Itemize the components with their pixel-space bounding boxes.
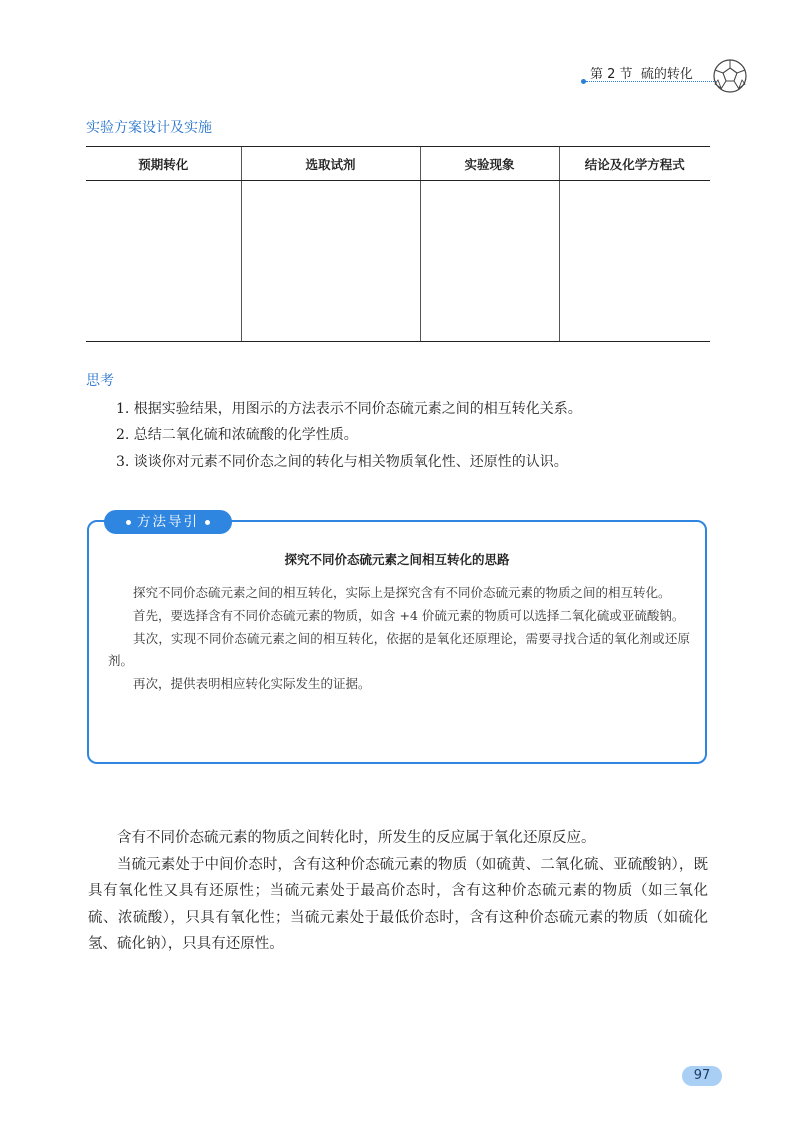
thinking-question: 3. 谈谈你对元素不同价态之间的转化与相关物质氧化性、还原性的认识。 <box>116 454 568 470</box>
method-guide-paragraph: 首先，要选择含有不同价态硫元素的物质，如含 +4 价硫元素的物质可以选择二氧化硫或亚硫酸钠。 <box>133 607 685 623</box>
body-paragraph: 当硫元素处于中间价态时，含有这种价态硫元素的物质（如硫黄、二氧化硫、亚硫酸钠），既具有氧化性又具有还原性；当硫元素处于最高价态时，含有这种价态硫元素的物质（如三氧化硫、浓硫酸），只具有氧化性；当硫元素处于最低价态时，含有这种价态硫元素的物质（如硫化氢、硫化钠），只具有还原性。 <box>88 856 708 952</box>
fullerene-icon <box>712 58 748 94</box>
method-guide-tab <box>104 510 232 534</box>
table-cell-blank <box>420 181 559 342</box>
column-header-conclusion: 结论及化学方程式 <box>559 147 710 181</box>
header-dotted-rule <box>586 81 716 82</box>
table-cell-blank <box>86 181 241 342</box>
method-guide-body <box>108 582 690 696</box>
method-guide-paragraph: 其次，实现不同价态硫元素之间的相互转化，依据的是氧化还原理论，需要寻找合适的氧化剂或还原剂。 <box>108 630 690 669</box>
table-header-row <box>86 147 710 181</box>
method-guide-paragraph: 探究不同价态硫元素之间的相互转化，实际上是探究含有不同价态硫元素的物质之间的相互转化。 <box>133 585 671 600</box>
header-section: 第 2 节 <box>590 67 633 82</box>
table-row <box>86 181 710 342</box>
column-header-phenomena: 实验现象 <box>420 147 559 181</box>
body-paragraph: 含有不同价态硫元素的物质之间转化时，所发生的反应属于氧化还原反应。 <box>117 830 596 846</box>
bullet-dot-icon <box>126 520 131 525</box>
method-guide-title: 探究不同价态硫元素之间相互转化的思路 <box>284 552 510 567</box>
method-guide-paragraph: 再次，提供表明相应转化实际发生的证据。 <box>133 676 371 692</box>
main-text <box>88 825 708 958</box>
experiment-heading: 实验方案设计及实施 <box>86 120 212 136</box>
table-cell-blank <box>241 181 420 342</box>
table-cell-blank <box>559 181 710 342</box>
thinking-heading: 思考 <box>86 373 114 389</box>
thinking-question: 1. 根据实验结果，用图示的方法表示不同价态硫元素之间的相互转化关系。 <box>116 401 582 417</box>
column-header-expected-conversion: 预期转化 <box>86 147 241 181</box>
bullet-dot-icon <box>205 520 210 525</box>
header-chapter-title: 硫的转化 <box>640 67 693 82</box>
method-guide-label: 方法导引 <box>137 514 199 530</box>
experiment-plan-table <box>86 146 710 342</box>
running-header <box>590 63 693 82</box>
page-number-badge: 97 <box>682 1066 722 1086</box>
column-header-reagents: 选取试剂 <box>241 147 420 181</box>
thinking-question: 2. 总结二氧化硫和浓硫酸的化学性质。 <box>116 427 358 443</box>
